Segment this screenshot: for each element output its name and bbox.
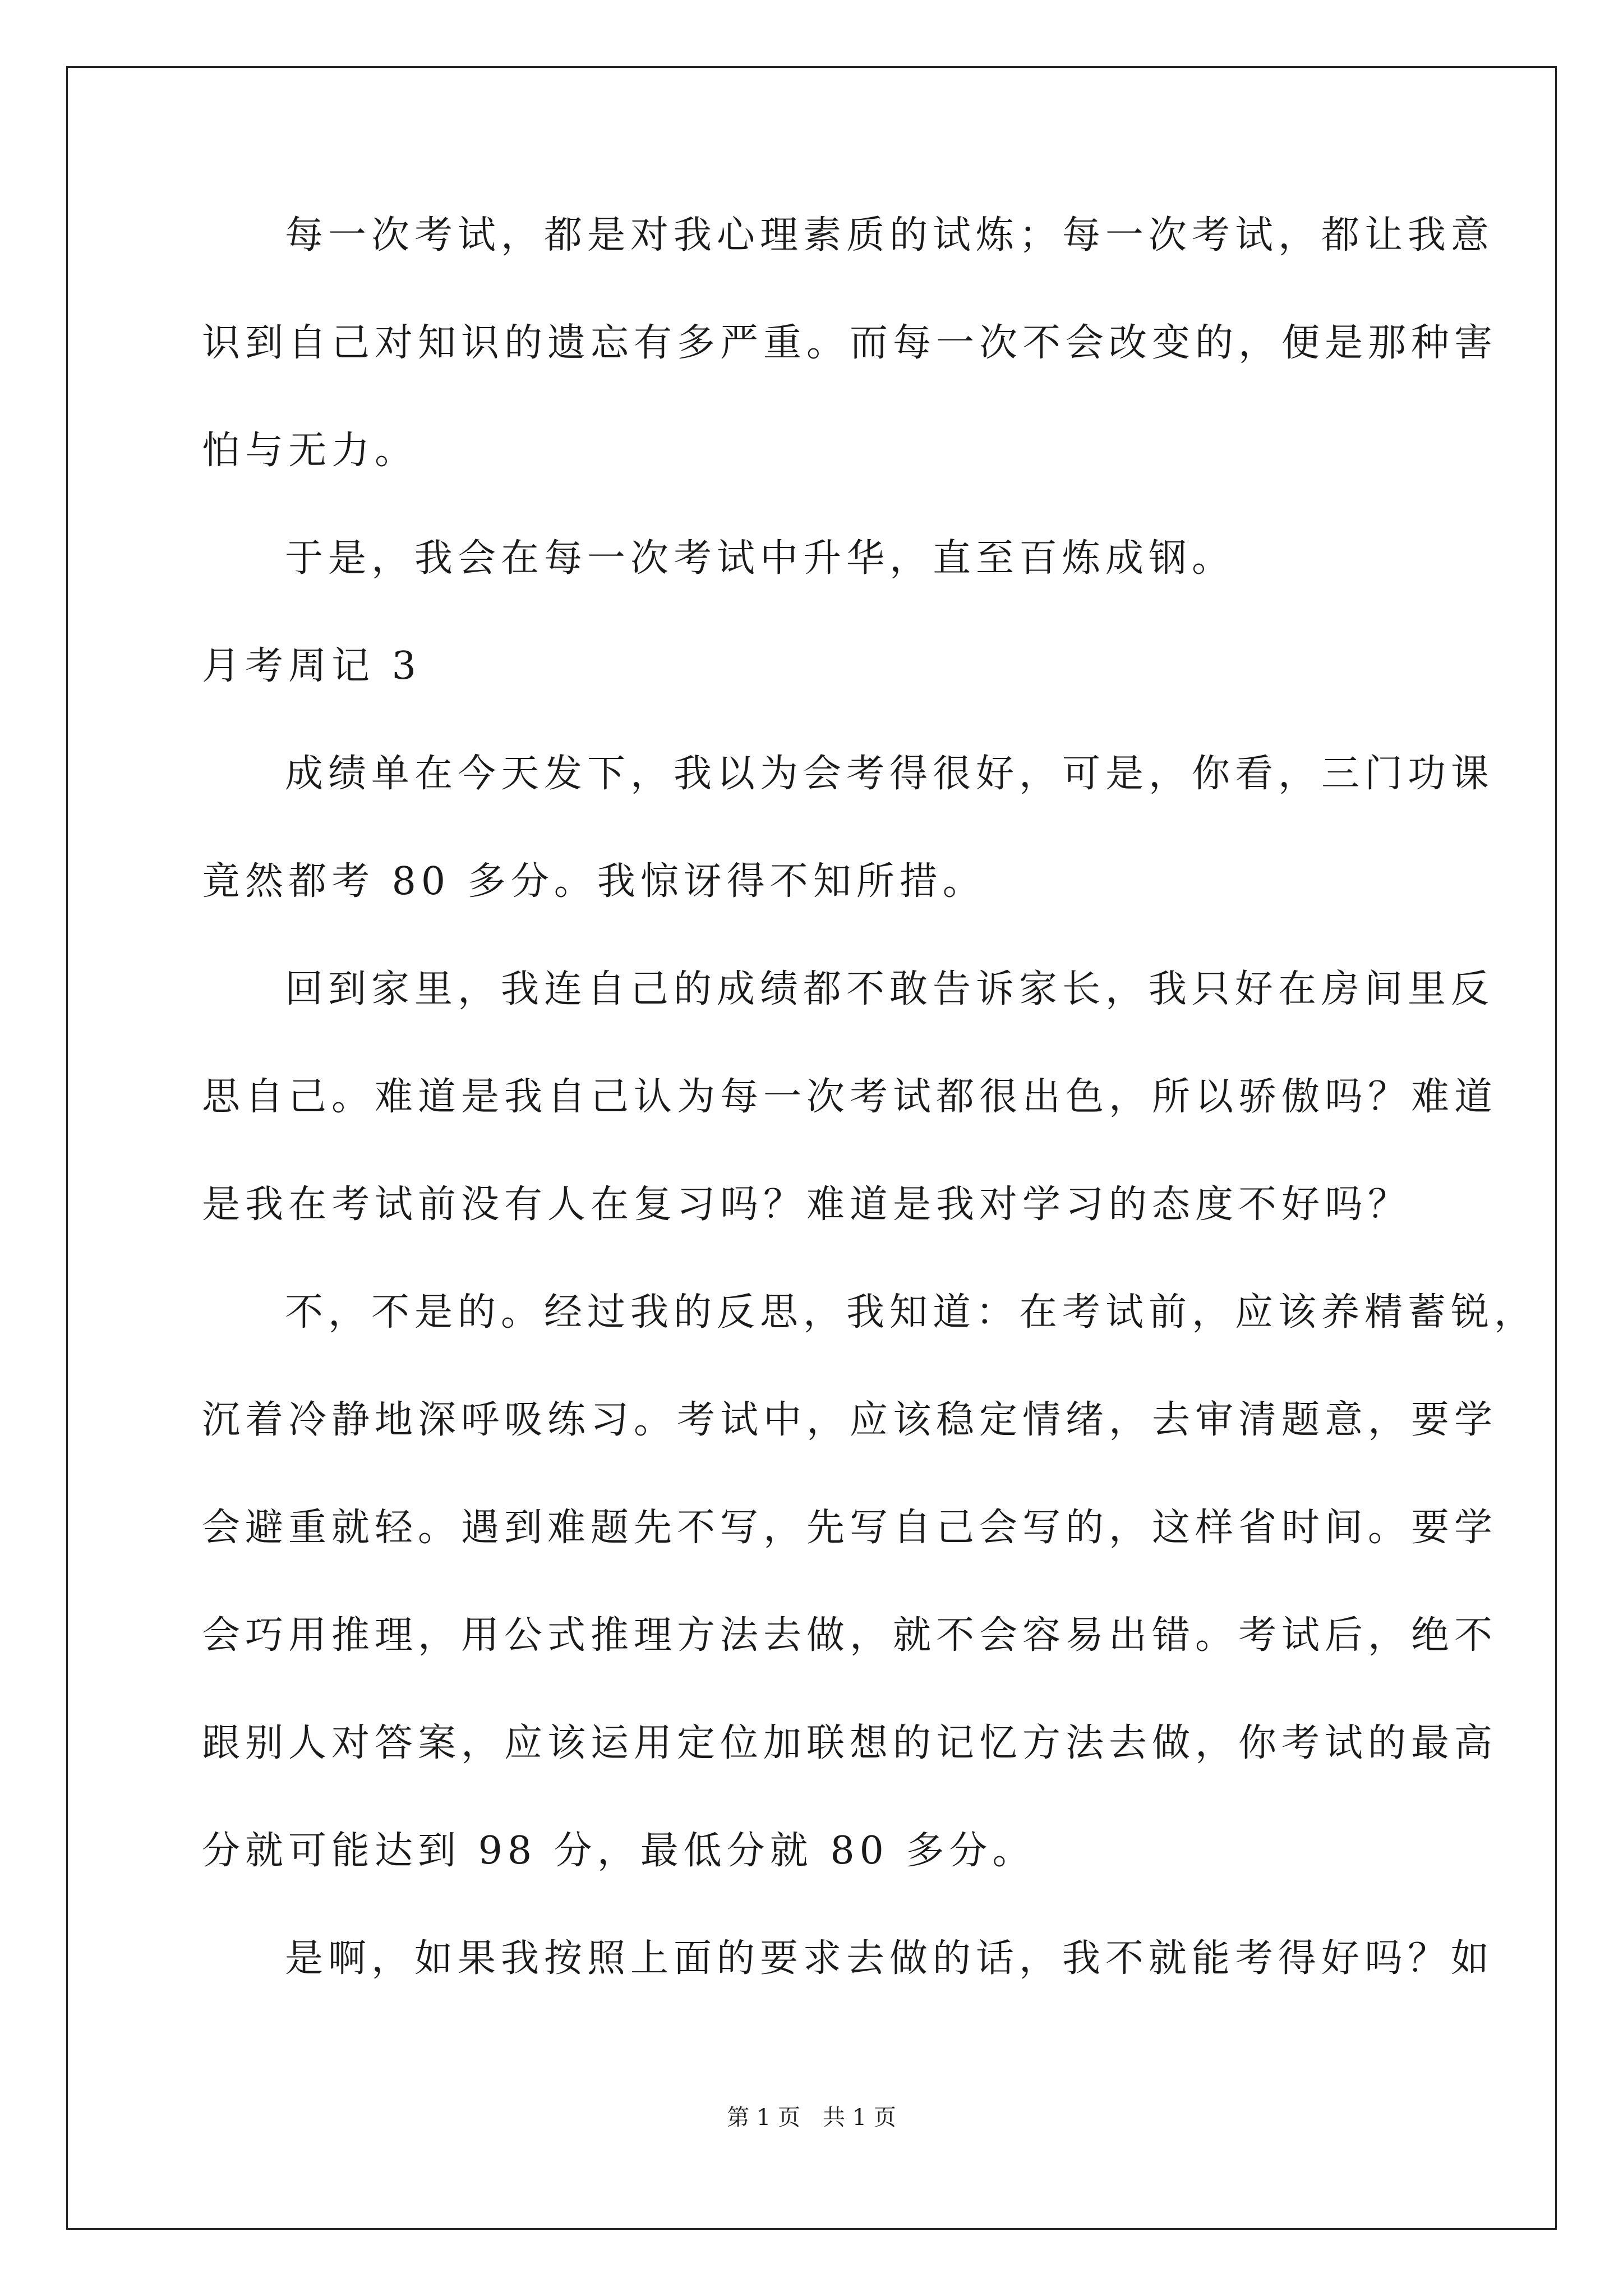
paragraph-line: 于是，我会在每一次考试中升华，直至百炼成钢。	[285, 536, 1235, 581]
paragraph-line: 是我在考试前没有人在复习吗？难道是我对学习的态度不好吗？	[202, 1182, 1412, 1227]
section-heading: 月考周记 3	[202, 644, 421, 688]
paragraph-line: 识到自己对知识的遗忘有多严重。而每一次不会改变的，便是那种害	[202, 321, 1498, 365]
paragraph-line: 竟然都考 80 多分。我惊讶得不知所措。	[202, 859, 986, 904]
paragraph-line: 是啊，如果我按照上面的要求去做的话，我不就能考得好吗？如	[285, 1936, 1495, 1981]
paragraph-line: 会巧用推理，用公式推理方法去做，就不会容易出错。考试后，绝不	[202, 1613, 1498, 1658]
paragraph-line: 沉着冷静地深呼吸练习。考试中，应该稳定情绪，去审清题意，要学	[202, 1398, 1498, 1442]
paragraph-line: 跟别人对答案，应该运用定位加联想的记忆方法去做，你考试的最高	[202, 1721, 1498, 1765]
paragraph-line: 会避重就轻。遇到难题先不写，先写自己会写的，这样省时间。要学	[202, 1506, 1498, 1550]
paragraph-line: 思自己。难道是我自己认为每一次考试都很出色，所以骄傲吗？难道	[202, 1075, 1498, 1119]
page-border	[66, 66, 1557, 2230]
paragraph-line: 成绩单在今天发下，我以为会考得很好，可是，你看，三门功课	[285, 752, 1495, 796]
page-number-footer: 第 1 页 共 1 页	[727, 2105, 896, 2131]
paragraph-line: 分就可能达到 98 分，最低分就 80 多分。	[202, 1829, 1036, 1873]
paragraph-line: 怕与无力。	[202, 429, 418, 473]
paragraph-line: 每一次考试，都是对我心理素质的试炼；每一次考试，都让我意	[285, 213, 1495, 257]
paragraph-line: 回到家里，我连自己的成绩都不敢告诉家长，我只好在房间里反	[285, 967, 1495, 1011]
paragraph-line: 不，不是的。经过我的反思，我知道：在考试前，应该养精蓄锐，	[285, 1290, 1538, 1335]
